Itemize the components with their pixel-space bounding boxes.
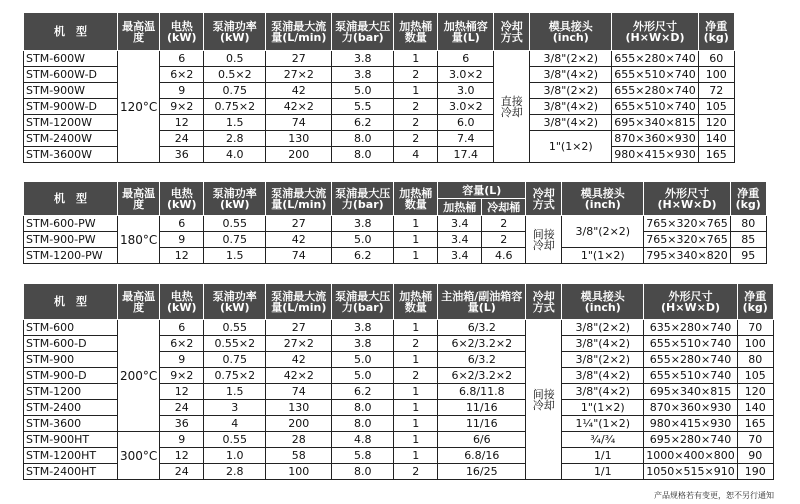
header-cooling-method: 冷却方式 (526, 182, 562, 216)
cell-heat: 24 (160, 400, 204, 416)
cell-capacity: 11/16 (438, 400, 526, 416)
table-row (24, 320, 774, 336)
header-heater: 电热(kW) (160, 182, 204, 216)
cell-dims: 980×415×930 (644, 416, 737, 432)
cell-pressure: 8.0 (332, 131, 394, 147)
cell-pump: 0.75 (204, 83, 266, 99)
header-heating-tank: 加热桶 (438, 199, 482, 216)
cell-model: STM-600W (24, 51, 118, 67)
cell-connector: 3/8"(2×2) (530, 51, 612, 67)
cell-connector: 3/8"(2×2) (530, 83, 612, 99)
cell-heat: 9 (160, 232, 204, 248)
cell-heat: 9×2 (160, 368, 204, 384)
cell-pump: 1.5 (204, 384, 266, 400)
cell-pressure: 8.0 (332, 400, 394, 416)
cell-weight: 100 (698, 67, 734, 83)
cell-weight: 72 (698, 83, 734, 99)
cell-heat: 9×2 (160, 99, 204, 115)
cell-flow: 200 (266, 147, 332, 163)
cell-dims: 765×320×765 (644, 232, 730, 248)
cell-pressure: 3.8 (332, 216, 394, 232)
cell-pressure: 5.0 (332, 232, 394, 248)
header-cooling-method: 冷却方式 (526, 284, 562, 320)
cell-heat-capacity: 3.4 (438, 248, 482, 264)
header-cooling-tank: 冷却桶 (482, 199, 526, 216)
cell-connector: 1"(1×2) (562, 248, 644, 264)
cell-tanks: 1 (394, 232, 438, 248)
cell-weight: 100 (737, 336, 773, 352)
cell-capacity: 6/3.2 (438, 320, 526, 336)
cell-flow: 28 (266, 432, 332, 448)
header-oil-tank-capacity: 主油箱/副油箱容量(L) (438, 284, 526, 320)
cell-flow: 27 (266, 320, 332, 336)
cell-tanks: 1 (394, 400, 438, 416)
cell-tanks: 2 (394, 464, 438, 480)
header-pump-power: 泵浦功率(kW) (204, 284, 266, 320)
header-max-temp: 最高温度 (118, 182, 160, 216)
cell-pressure: 3.8 (332, 67, 394, 83)
cell-heat-capacity: 3.4 (438, 216, 482, 232)
header-dimensions: 外形尺寸(H×W×D) (644, 182, 730, 216)
cell-dims: 655×280×740 (612, 83, 698, 99)
cell-capacity: 3.0×2 (438, 99, 494, 115)
cell-connector: 1/1 (562, 464, 644, 480)
cell-weight: 95 (730, 248, 766, 264)
cell-tanks: 2 (394, 115, 438, 131)
cell-model: STM-900-D (24, 368, 118, 384)
cell-pressure: 4.8 (332, 432, 394, 448)
cell-heat: 12 (160, 248, 204, 264)
header-max-temp: 最高温度 (118, 13, 160, 51)
cell-model: STM-1200-PW (24, 248, 118, 264)
cell-connector: 1/1 (562, 448, 644, 464)
cell-pressure: 3.8 (332, 336, 394, 352)
table-row (24, 432, 774, 448)
cell-capacity: 3.0×2 (438, 67, 494, 83)
cell-flow: 42 (266, 352, 332, 368)
cell-weight: 140 (737, 400, 773, 416)
cell-connector: 3/8"(4×2) (530, 115, 612, 131)
cell-dims: 655×510×740 (612, 99, 698, 115)
cell-capacity: 6×2/3.2×2 (438, 368, 526, 384)
cell-tanks: 1 (394, 248, 438, 264)
cell-weight: 80 (737, 352, 773, 368)
cell-capacity: 6.8/11.8 (438, 384, 526, 400)
cell-heat: 24 (160, 131, 204, 147)
cell-flow: 27 (266, 51, 332, 67)
cell-tanks: 2 (394, 368, 438, 384)
cell-connector: 3/8"(4×2) (562, 368, 644, 384)
cell-flow: 130 (266, 400, 332, 416)
header-dimensions: 外形尺寸(H×W×D) (612, 13, 698, 51)
cell-flow: 27×2 (266, 67, 332, 83)
cell-pump: 0.75 (204, 352, 266, 368)
cell-pump: 0.5 (204, 51, 266, 67)
header-pump-pressure: 泵浦最大压力(bar) (332, 13, 394, 51)
cell-connector: 3/8"(2×2) (562, 352, 644, 368)
cell-dims: 695×280×740 (644, 432, 737, 448)
cell-flow: 74 (266, 384, 332, 400)
cell-weight: 85 (730, 232, 766, 248)
cell-dims: 655×280×740 (644, 352, 737, 368)
cell-pump: 4.0 (204, 147, 266, 163)
cell-pressure: 5.0 (332, 83, 394, 99)
table-row (24, 51, 735, 67)
header-pump-power: 泵浦功率(kW) (204, 182, 266, 216)
cell-cool-capacity: 2 (482, 232, 526, 248)
cell-heat: 9 (160, 352, 204, 368)
cell-capacity: 3.0 (438, 83, 494, 99)
cell-dims: 635×280×740 (644, 320, 737, 336)
cell-connector: 3/8"(4×2) (530, 99, 612, 115)
cell-model: STM-900-PW (24, 232, 118, 248)
cell-model: STM-900W-D (24, 99, 118, 115)
cell-pump: 1.0 (204, 448, 266, 464)
cell-weight: 70 (737, 432, 773, 448)
cell-heat: 9 (160, 83, 204, 99)
cell-dims: 795×340×820 (644, 248, 730, 264)
cell-flow: 42 (266, 232, 332, 248)
header-pump-flow: 泵浦最大流量(L/min) (266, 13, 332, 51)
cell-model: STM-1200W (24, 115, 118, 131)
cell-tanks: 1 (394, 83, 438, 99)
cell-weight: 190 (737, 464, 773, 480)
cell-connector: 3/8"(2×2) (562, 216, 644, 248)
cell-pump: 0.75×2 (204, 368, 266, 384)
cell-model: STM-600-D (24, 336, 118, 352)
cell-capacity: 11/16 (438, 416, 526, 432)
table-direct-cooling-120 (23, 12, 735, 163)
cell-flow: 42×2 (266, 99, 332, 115)
cell-pressure: 3.8 (332, 51, 394, 67)
header-pump-flow: 泵浦最大流量(L/min) (266, 284, 332, 320)
cell-dims: 655×280×740 (612, 51, 698, 67)
header-pump-flow: 泵浦最大流量(L/min) (266, 182, 332, 216)
cell-dims: 1000×400×800 (644, 448, 737, 464)
header-net-weight: 净重(kg) (698, 13, 734, 51)
cell-connector: 3/8"(4×2) (530, 67, 612, 83)
cell-connector: 1¼"(1×2) (562, 416, 644, 432)
header-heater: 电热(kW) (160, 284, 204, 320)
cell-tanks: 2 (394, 336, 438, 352)
cell-connector: 3/8"(4×2) (562, 336, 644, 352)
cell-dims: 655×510×740 (644, 336, 737, 352)
header-mold-connector: 模具接头(inch) (562, 182, 644, 216)
cell-flow: 74 (266, 115, 332, 131)
cell-flow: 200 (266, 416, 332, 432)
table-indirect-cooling-200-300 (23, 283, 774, 480)
header-mold-connector: 模具接头(inch) (530, 13, 612, 51)
cell-model: STM-2400HT (24, 464, 118, 480)
cell-heat: 36 (160, 416, 204, 432)
cell-capacity: 6.0 (438, 115, 494, 131)
cell-capacity: 6/3.2 (438, 352, 526, 368)
cell-connector: 3/8"(4×2) (562, 384, 644, 400)
cell-pressure: 6.2 (332, 115, 394, 131)
cell-pressure: 3.8 (332, 320, 394, 336)
cell-pressure: 5.0 (332, 352, 394, 368)
header-tank-count: 加热桶数量 (394, 13, 438, 51)
header-model: 机 型 (24, 13, 118, 51)
cell-max-temp: 200°C (118, 320, 160, 432)
cell-heat: 12 (160, 384, 204, 400)
cell-flow: 74 (266, 248, 332, 264)
cell-model: STM-1200HT (24, 448, 118, 464)
cell-pump: 0.55 (204, 216, 266, 232)
header-max-temp: 最高温度 (118, 284, 160, 320)
cell-heat-capacity: 3.4 (438, 232, 482, 248)
cell-model: STM-2400 (24, 400, 118, 416)
cell-heat: 36 (160, 147, 204, 163)
cell-model: STM-3600W (24, 147, 118, 163)
header-pump-pressure: 泵浦最大压力(bar) (332, 182, 394, 216)
cell-weight: 70 (737, 320, 773, 336)
cell-pump: 0.75 (204, 232, 266, 248)
cell-tanks: 2 (394, 99, 438, 115)
table-row (24, 216, 767, 232)
cell-heat: 9 (160, 432, 204, 448)
header-capacity: 容量(L) (438, 182, 526, 199)
cell-weight: 105 (698, 99, 734, 115)
cell-heat: 6×2 (160, 67, 204, 83)
cell-pump: 2.8 (204, 464, 266, 480)
cell-capacity: 17.4 (438, 147, 494, 163)
cell-model: STM-900 (24, 352, 118, 368)
cell-tanks: 4 (394, 147, 438, 163)
cell-pump: 0.55 (204, 432, 266, 448)
cell-tanks: 2 (394, 67, 438, 83)
cell-pump: 1.5 (204, 115, 266, 131)
cell-dims: 655×510×740 (644, 368, 737, 384)
cell-weight: 165 (737, 416, 773, 432)
cell-pressure: 5.5 (332, 99, 394, 115)
cell-flow: 27×2 (266, 336, 332, 352)
cell-capacity: 6.8/16 (438, 448, 526, 464)
cell-pressure: 5.8 (332, 448, 394, 464)
cell-flow: 42 (266, 83, 332, 99)
cell-pressure: 6.2 (332, 384, 394, 400)
cell-heat: 12 (160, 115, 204, 131)
cell-pump: 4 (204, 416, 266, 432)
cell-weight: 60 (698, 51, 734, 67)
header-pump-power: 泵浦功率(kW) (204, 13, 266, 51)
cell-weight: 90 (737, 448, 773, 464)
cell-capacity: 6/6 (438, 432, 526, 448)
cell-flow: 100 (266, 464, 332, 480)
cell-max-temp: 300°C (118, 432, 160, 480)
cell-flow: 42×2 (266, 368, 332, 384)
cell-dims: 870×360×930 (644, 400, 737, 416)
cell-max-temp: 120°C (118, 51, 160, 163)
cell-weight: 80 (730, 216, 766, 232)
table-indirect-cooling-180 (23, 181, 767, 264)
header-dimensions: 外形尺寸(H×W×D) (644, 284, 737, 320)
cell-heat: 6 (160, 216, 204, 232)
cell-weight: 165 (698, 147, 734, 163)
cell-connector: ¾/¾ (562, 432, 644, 448)
cell-capacity: 6×2/3.2×2 (438, 336, 526, 352)
cell-dims: 695×340×815 (612, 115, 698, 131)
cell-cooling-method: 间接冷却 (526, 216, 562, 264)
cell-model: STM-600W-D (24, 67, 118, 83)
cell-capacity: 6 (438, 51, 494, 67)
header-model: 机 型 (24, 182, 118, 216)
cell-pump: 1.5 (204, 248, 266, 264)
header-tank-count: 加热桶数量 (394, 182, 438, 216)
cell-weight: 105 (737, 368, 773, 384)
cell-pump: 0.5×2 (204, 67, 266, 83)
header-row (24, 182, 767, 199)
cell-pump: 0.55 (204, 320, 266, 336)
cell-flow: 27 (266, 216, 332, 232)
cell-dims: 980×415×930 (612, 147, 698, 163)
cell-dims: 765×320×765 (644, 216, 730, 232)
header-net-weight: 净重(kg) (737, 284, 773, 320)
cell-cooling-method: 直接冷却 (494, 51, 530, 163)
cell-cool-capacity: 4.6 (482, 248, 526, 264)
cell-connector: 1"(1×2) (530, 131, 612, 163)
cell-tanks: 1 (394, 352, 438, 368)
cell-weight: 120 (698, 115, 734, 131)
header-model: 机 型 (24, 284, 118, 320)
cell-tanks: 1 (394, 384, 438, 400)
cell-tanks: 1 (394, 448, 438, 464)
header-mold-connector: 模具接头(inch) (562, 284, 644, 320)
cell-tanks: 1 (394, 216, 438, 232)
header-row (24, 284, 774, 320)
cell-model: STM-900W (24, 83, 118, 99)
cell-pressure: 8.0 (332, 464, 394, 480)
header-tank-count: 加热桶数量 (394, 284, 438, 320)
cell-model: STM-1200 (24, 384, 118, 400)
cell-weight: 120 (737, 384, 773, 400)
cell-pressure: 8.0 (332, 147, 394, 163)
cell-heat: 6 (160, 51, 204, 67)
cell-pressure: 8.0 (332, 416, 394, 432)
cell-heat: 6 (160, 320, 204, 336)
cell-tanks: 1 (394, 416, 438, 432)
header-tank-capacity: 加热桶容量(L) (438, 13, 494, 51)
cell-pump: 3 (204, 400, 266, 416)
cell-tanks: 1 (394, 51, 438, 67)
cell-pump: 2.8 (204, 131, 266, 147)
header-row (24, 13, 735, 51)
cell-model: STM-3600 (24, 416, 118, 432)
cell-weight: 140 (698, 131, 734, 147)
cell-model: STM-900HT (24, 432, 118, 448)
cell-dims: 695×340×815 (644, 384, 737, 400)
cell-heat: 12 (160, 448, 204, 464)
cell-cool-capacity: 2 (482, 216, 526, 232)
cell-model: STM-600 (24, 320, 118, 336)
cell-connector: 1"(1×2) (562, 400, 644, 416)
cell-heat: 24 (160, 464, 204, 480)
header-heater: 电热(kW) (160, 13, 204, 51)
cell-pump: 0.75×2 (204, 99, 266, 115)
cell-dims: 1050×515×910 (644, 464, 737, 480)
cell-cooling-method: 间接冷却 (526, 320, 562, 480)
cell-flow: 58 (266, 448, 332, 464)
header-cooling-method: 冷却方式 (494, 13, 530, 51)
cell-pressure: 5.0 (332, 368, 394, 384)
header-pump-pressure: 泵浦最大压力(bar) (332, 284, 394, 320)
cell-heat: 6×2 (160, 336, 204, 352)
cell-connector: 3/8"(2×2) (562, 320, 644, 336)
cell-tanks: 1 (394, 320, 438, 336)
cell-pressure: 6.2 (332, 248, 394, 264)
cell-dims: 655×510×740 (612, 67, 698, 83)
cell-tanks: 1 (394, 432, 438, 448)
cell-tanks: 2 (394, 131, 438, 147)
cell-model: STM-600-PW (24, 216, 118, 232)
cell-pump: 0.55×2 (204, 336, 266, 352)
cell-capacity: 16/25 (438, 464, 526, 480)
cell-dims: 870×360×930 (612, 131, 698, 147)
cell-flow: 130 (266, 131, 332, 147)
header-net-weight: 净重(kg) (730, 182, 766, 216)
cell-max-temp: 180°C (118, 216, 160, 264)
footnote: 产品规格若有变更，恕不另行通知 (654, 491, 774, 500)
cell-model: STM-2400W (24, 131, 118, 147)
cell-capacity: 7.4 (438, 131, 494, 147)
